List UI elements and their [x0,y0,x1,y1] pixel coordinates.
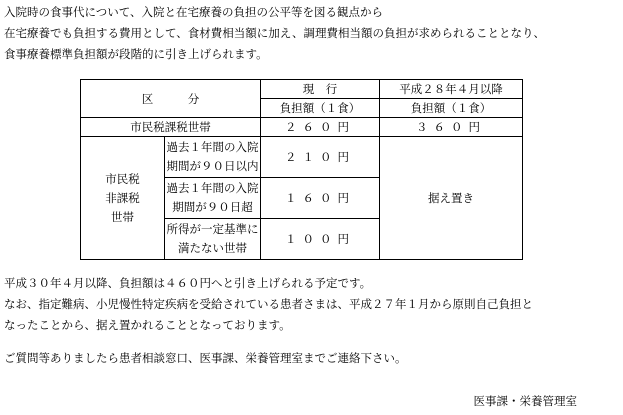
row-taxed-h28: ３６０円 [380,118,523,137]
intro-line: 食事療養標準負担額が段階的に引き上げられます。 [4,47,268,61]
nontaxed-label-line: 市民税 [105,171,140,186]
contact-line: ご質問等ありましたら患者相談窓口、医事課、栄養管理室までご連絡下さい。 [4,351,407,365]
sub-row-line: 期間が９０日超 [172,200,253,214]
sub-row-line: 期間が９０日以内 [166,159,259,173]
note-line: なったことから、据え置かれることとなっております。 [4,318,291,332]
sub-row-label [165,219,261,260]
kubun-header: 区 分 [81,80,261,118]
sub-row-current: １００円 [261,219,380,260]
intro-paragraph [4,2,619,65]
col-header-h28: 平成２８年４月以降 [380,80,523,99]
note-line: 平成３０年４月以降、負担額は４６０円へと引き上げられる予定です。 [4,276,372,290]
sub-row-label [165,137,261,178]
sub-row-line: 過去１年間の入院 [166,140,259,154]
nontaxed-group-label [81,137,165,260]
sub-row-current: １６０円 [261,178,380,219]
notes-paragraph [4,273,619,336]
sub-row-label [165,178,261,219]
row-taxed-label: 市民税課税世帯 [81,118,261,137]
signature: 医事課・栄養管理室 [473,394,577,408]
col-header-current: 現 行 [261,80,380,99]
sub-row-line: 満たない世帯 [178,241,247,255]
sub-row-line: 所得が一定基準に [166,222,259,236]
intro-line: 入院時の食事代について、入院と在宅療養の負担の公平等を図る観点から [4,5,384,19]
nontaxed-h28: 据え置き [380,137,523,260]
sub-row-line: 過去１年間の入院 [166,181,259,195]
meal-fee-table [80,79,523,260]
nontaxed-label-line: 非課税 [105,190,140,205]
burden-label-current: 負担額（１食） [261,99,380,118]
row-taxed-current: ２６０円 [261,118,380,137]
intro-line: 在宅療養でも負担する費用として、食材費相当額に加え、調理費相当額の負担が求められることとなり、 [4,26,545,40]
nontaxed-label-line: 世帯 [111,209,134,224]
sub-row-current: ２１０円 [261,137,380,178]
note-line: なお、指定難病、小児慢性特定疾病を受給されている患者さまは、平成２７年１月から原則自己負担と [4,297,533,311]
burden-label-h28: 負担額（１食） [380,99,523,118]
